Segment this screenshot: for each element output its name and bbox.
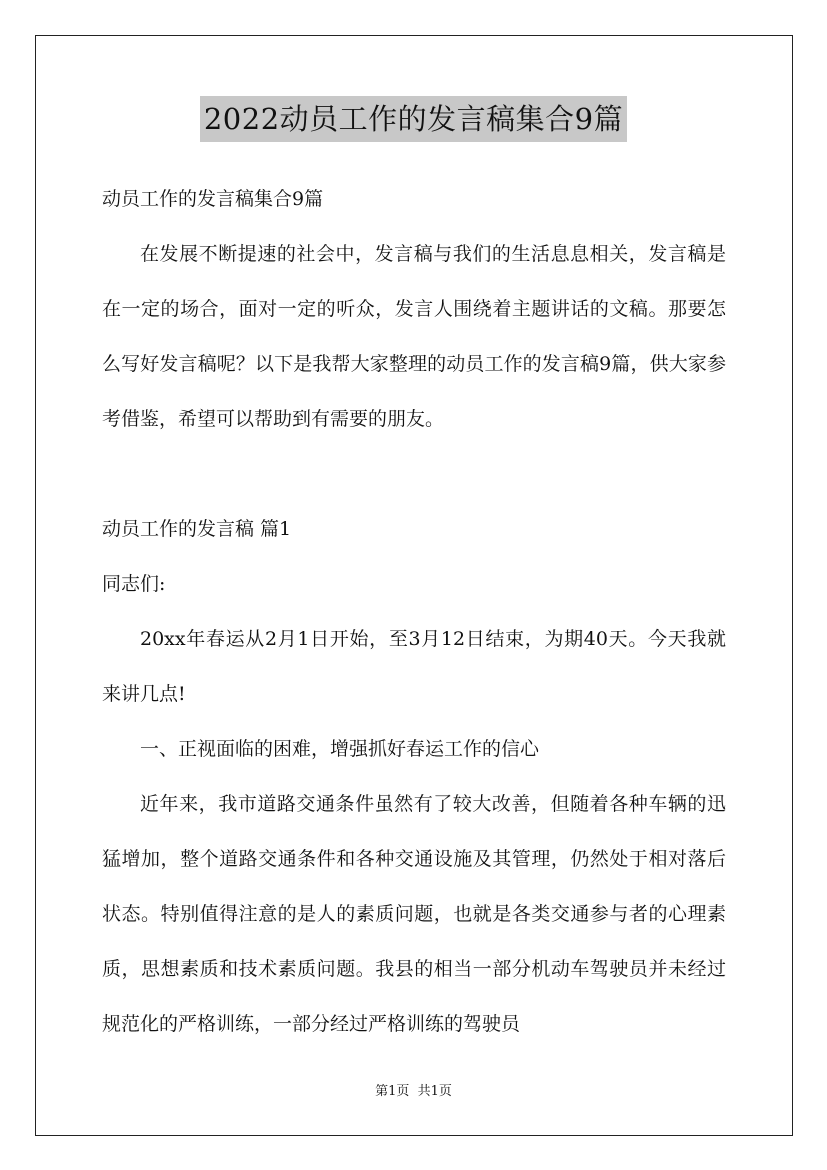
page-total: 共1页 xyxy=(417,1084,452,1099)
document-title: 2022动员工作的发言稿集合9篇 xyxy=(200,96,627,142)
intro-paragraph: 在发展不断提速的社会中，发言稿与我们的生活息息相关，发言稿是在一定的场合，面对一定的听众，发言人围绕着主题讲话的文稿。那要怎么写好发言稿呢？以下是我帮大家整理的动员工作的发言稿9篇，供大家参考借鉴，希望可以帮助到有需要的朋友。 xyxy=(102,243,726,430)
document-body xyxy=(102,172,726,1052)
body-paragraph-1: 20xx年春运从2月1日开始，至3月12日结束，为期40天。今天我就来讲几点! xyxy=(102,628,726,705)
title-area xyxy=(0,96,827,142)
page-number: 第1页 xyxy=(375,1084,410,1099)
page-footer xyxy=(0,1083,827,1101)
paragraph-gap xyxy=(102,447,726,502)
document-subtitle: 动员工作的发言稿集合9篇 xyxy=(102,188,324,210)
salutation: 同志们: xyxy=(102,573,166,595)
point-heading-1: 一、正视面临的困难，增强抓好春运工作的信心 xyxy=(140,738,540,760)
body-paragraph-2: 近年来，我市道路交通条件虽然有了较大改善，但随着各种车辆的迅猛增加，整个道路交通条件和各种交通设施及其管理，仍然处于相对落后状态。特别值得注意的是人的素质问题，也就是各类交通参与者的心理素质，思想素质和技术素质问题。我县的相当一部分机动车驾驶员并未经过规范化的严格训练，一部分经过严格训练的驾驶员 xyxy=(102,793,726,1035)
section-heading: 动员工作的发言稿 篇1 xyxy=(102,518,292,540)
